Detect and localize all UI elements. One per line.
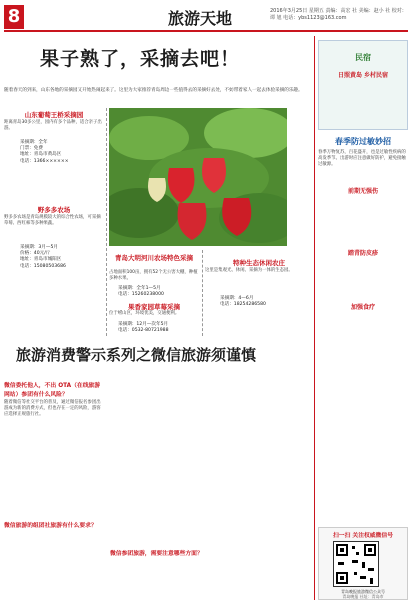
spot-info: 采摘期：3月—5月 价格：40元/斤 地址：青岛市城阳区 电话：15080503686	[20, 245, 66, 269]
right-heading-3: 踏青防皮疹	[347, 250, 378, 257]
spot-body: 距离青岛30多公里，园内有多个品种，适合亲子出游。	[4, 120, 102, 131]
spot-body: 野多多农场是青岛规模较大的综合性农场，可采摘草莓、西红柿等多种果蔬。	[4, 215, 101, 226]
masthead	[0, 0, 412, 32]
qr-code-icon[interactable]	[333, 541, 379, 587]
right-heading-2: 前期无强伤	[347, 188, 378, 195]
spot-title: 果香家园草莓采摘	[128, 303, 180, 311]
spot-body: 这里是集观光、休闲、采摘为一体的生态园。	[205, 268, 293, 273]
spot-info: 采摘期：4—6月 电话：18254286580	[220, 296, 266, 308]
right-body: 春季万物复苏，百花盛开，也是过敏性疾病的高发季节。出游时应注意做好防护，避免接触过敏源。	[318, 150, 406, 167]
qr-title: 扫一扫 关注权威微信号	[333, 533, 393, 539]
question-2: 微信旅游的组团社旅游有什么要求？	[4, 523, 97, 529]
ad-line-2: 日照黄岛 乡村民宿	[337, 72, 389, 79]
strawberry-photo	[109, 108, 287, 246]
right-column-rule	[314, 36, 315, 600]
spot-body: 位于崂山区，环境优美，交通便利。	[109, 311, 180, 316]
right-heading-4: 加强食疗	[350, 304, 375, 311]
article2-body: 随着微信等社交平台的普及，通过微信报名参团出游成为新的消费方式，但也存在一定的风险，游客应选择正规旅行社。	[4, 400, 101, 417]
column-divider	[106, 108, 107, 336]
spot-info: 采摘期：全年1—5月 电话：15260238000	[118, 286, 164, 298]
lead-paragraph: 随着春天的到来，山东各地的采摘园又开始热闹起来了。这里为大家推荐青岛周边一些值得去的采摘好去处，不妨带着家人一起去体验采摘的乐趣。	[4, 88, 303, 93]
ad-line-1: 民宿	[355, 53, 371, 62]
headline-main: 果子熟了，采摘去吧！	[40, 48, 241, 70]
spot-info: 采摘期：12月—次年5月 电话：0532-80721988	[118, 322, 169, 334]
spot-title: 野多多农场	[37, 206, 71, 214]
dateline: 2016年3月25日 星期五 责编：高宏 社 美编：赵小 社 校对：谭 旭 电话：ybs1123@163.com	[270, 8, 407, 21]
question-3: 微信参团旅游，需要注意哪些方面？	[110, 551, 203, 557]
spot-title: 特种生态休闲农庄	[233, 259, 285, 267]
footer-text: 青岛晚报 社址：青岛市	[342, 594, 384, 599]
spot-info: 采摘期：全年 门票：免费 地址：青岛市黄岛区 电话：1366××××××	[20, 140, 69, 164]
header-rule	[4, 30, 408, 32]
spot-title: 青岛大明河川农场特色采摘	[115, 254, 193, 262]
spot-title: 山东葡萄王桥采摘园	[24, 111, 84, 119]
headline-second: 旅游消费警示系列之微信旅游须谨慎	[16, 346, 257, 364]
spot-body: 占地面积100亩，拥有52个无公害大棚，种植多种水果。	[109, 270, 198, 281]
column-divider	[202, 250, 203, 336]
qr-caption: 青岛晚报旅游微信公众号	[341, 589, 385, 594]
right-heading-1: 春季防过敏妙招	[335, 137, 391, 146]
section-title: 旅游天地	[167, 9, 232, 28]
page-number: 8	[4, 5, 24, 29]
question-1: 微信委托他人，不出 OTA（在线旅游网站）参团有什么风险？	[4, 383, 101, 398]
